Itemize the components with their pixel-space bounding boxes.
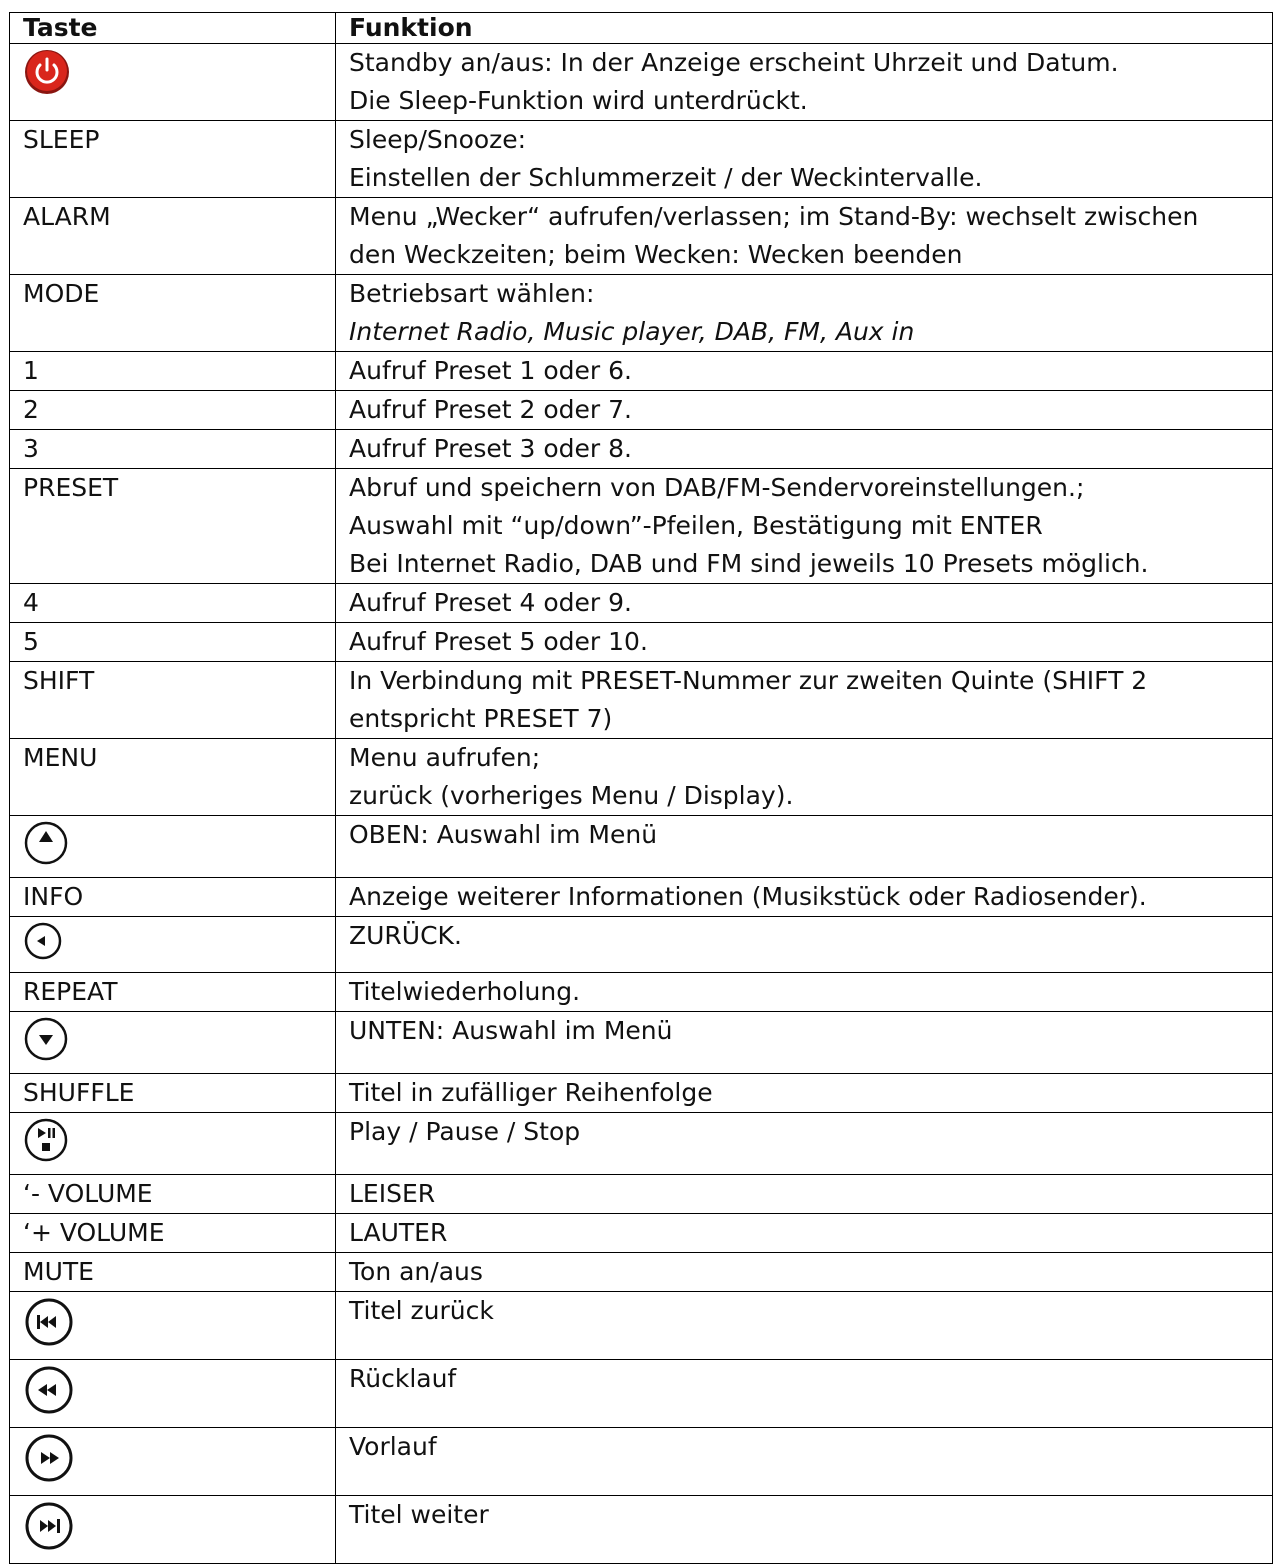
- function-cell: OBEN: Auswahl im Menü: [336, 816, 1273, 878]
- function-line: Abruf und speichern von DAB/FM-Sendervoreinstellungen.;: [349, 473, 1085, 502]
- play-pause-stop-icon: [23, 1117, 69, 1163]
- key-cell: 2: [10, 391, 336, 430]
- function-cell: LAUTER: [336, 1214, 1273, 1253]
- header-row: [10, 13, 1273, 44]
- table-row: [10, 1496, 1273, 1564]
- key-cell: [10, 1496, 336, 1564]
- table-row: [10, 430, 1273, 469]
- up-arrow-icon: [23, 820, 69, 866]
- function-cell: ZURÜCK.: [336, 917, 1273, 973]
- function-cell: Titel zurück: [336, 1292, 1273, 1360]
- function-cell: [336, 44, 1273, 121]
- table-row: [10, 662, 1273, 739]
- function-line: Sleep/Snooze:: [349, 125, 527, 154]
- key-cell: REPEAT: [10, 973, 336, 1012]
- key-cell: SHUFFLE: [10, 1074, 336, 1113]
- table-row: [10, 198, 1273, 275]
- function-cell: [336, 121, 1273, 198]
- function-cell: Aufruf Preset 2 oder 7.: [336, 391, 1273, 430]
- key-cell: 1: [10, 352, 336, 391]
- table-row: [10, 275, 1273, 352]
- table-row: [10, 1175, 1273, 1214]
- key-cell: [10, 917, 336, 973]
- left-arrow-icon: [23, 921, 63, 961]
- function-cell: Aufruf Preset 1 oder 6.: [336, 352, 1273, 391]
- key-cell: MENU: [10, 739, 336, 816]
- table-row: [10, 44, 1273, 121]
- function-line: Betriebsart wählen:: [349, 279, 595, 308]
- table-row: [10, 816, 1273, 878]
- rewind-icon: [23, 1364, 75, 1416]
- table-row: [10, 973, 1273, 1012]
- key-cell: INFO: [10, 878, 336, 917]
- table-row: [10, 1428, 1273, 1496]
- function-cell: Anzeige weiterer Informationen (Musikstück oder Radiosender).: [336, 878, 1273, 917]
- key-cell: [10, 44, 336, 121]
- table-row: [10, 1253, 1273, 1292]
- fast-forward-icon: [23, 1432, 75, 1484]
- key-cell: 4: [10, 584, 336, 623]
- function-line: Einstellen der Schlummerzeit / der Weckintervalle.: [349, 163, 983, 192]
- next-track-icon: [23, 1500, 75, 1552]
- key-cell: MODE: [10, 275, 336, 352]
- function-line: Internet Radio, Music player, DAB, FM, Aux in: [349, 317, 915, 346]
- key-cell: PRESET: [10, 469, 336, 584]
- power-icon: [23, 48, 71, 96]
- key-cell: ‘- VOLUME: [10, 1175, 336, 1214]
- function-line: Menu aufrufen;: [349, 743, 541, 772]
- table-row: [10, 469, 1273, 584]
- table-row: [10, 584, 1273, 623]
- function-line: In Verbindung mit PRESET-Nummer zur zweiten Quinte (SHIFT 2: [349, 666, 1148, 695]
- table-row: [10, 878, 1273, 917]
- table-row: [10, 739, 1273, 816]
- function-line: Standby an/aus: In der Anzeige erscheint Uhrzeit und Datum.: [349, 48, 1119, 77]
- table-row: [10, 391, 1273, 430]
- table-row: [10, 1360, 1273, 1428]
- column-header-key: Taste: [10, 13, 336, 44]
- remote-keys-table: [9, 12, 1273, 1564]
- function-cell: Titel in zufälliger Reihenfolge: [336, 1074, 1273, 1113]
- key-cell: SLEEP: [10, 121, 336, 198]
- key-cell: MUTE: [10, 1253, 336, 1292]
- previous-track-icon: [23, 1296, 75, 1348]
- function-cell: [336, 662, 1273, 739]
- key-cell: [10, 1292, 336, 1360]
- function-cell: Titel weiter: [336, 1496, 1273, 1564]
- key-cell: SHIFT: [10, 662, 336, 739]
- key-cell: [10, 816, 336, 878]
- function-cell: Aufruf Preset 5 oder 10.: [336, 623, 1273, 662]
- function-cell: Rücklauf: [336, 1360, 1273, 1428]
- key-cell: 5: [10, 623, 336, 662]
- table-row: [10, 1074, 1273, 1113]
- table-row: [10, 1292, 1273, 1360]
- function-cell: Aufruf Preset 3 oder 8.: [336, 430, 1273, 469]
- key-cell: [10, 1428, 336, 1496]
- function-cell: [336, 739, 1273, 816]
- key-cell: [10, 1113, 336, 1175]
- table-row: [10, 1214, 1273, 1253]
- table-row: [10, 917, 1273, 973]
- function-cell: Aufruf Preset 4 oder 9.: [336, 584, 1273, 623]
- table-row: [10, 1113, 1273, 1175]
- function-line: entspricht PRESET 7): [349, 704, 613, 733]
- table-row: [10, 352, 1273, 391]
- key-cell: ALARM: [10, 198, 336, 275]
- function-line: Auswahl mit “up/down”-Pfeilen, Bestätigung mit ENTER: [349, 511, 1043, 540]
- table-row: [10, 121, 1273, 198]
- function-cell: LEISER: [336, 1175, 1273, 1214]
- function-cell: [336, 198, 1273, 275]
- function-line: zurück (vorheriges Menu / Display).: [349, 781, 794, 810]
- function-cell: [336, 275, 1273, 352]
- down-arrow-icon: [23, 1016, 69, 1062]
- key-cell: 3: [10, 430, 336, 469]
- function-cell: Play / Pause / Stop: [336, 1113, 1273, 1175]
- table-row: [10, 623, 1273, 662]
- function-cell: UNTEN: Auswahl im Menü: [336, 1012, 1273, 1074]
- table-row: [10, 1012, 1273, 1074]
- function-line: Bei Internet Radio, DAB und FM sind jeweils 10 Presets möglich.: [349, 549, 1149, 578]
- column-header-function: Funktion: [336, 13, 1273, 44]
- function-cell: Titelwiederholung.: [336, 973, 1273, 1012]
- function-cell: Vorlauf: [336, 1428, 1273, 1496]
- function-line: den Weckzeiten; beim Wecken: Wecken beenden: [349, 240, 963, 269]
- key-cell: ‘+ VOLUME: [10, 1214, 336, 1253]
- key-cell: [10, 1360, 336, 1428]
- function-line: Menu „Wecker“ aufrufen/verlassen; im Stand-By: wechselt zwischen: [349, 202, 1199, 231]
- function-line: Die Sleep-Funktion wird unterdrückt.: [349, 86, 808, 115]
- function-cell: Ton an/aus: [336, 1253, 1273, 1292]
- key-cell: [10, 1012, 336, 1074]
- function-cell: [336, 469, 1273, 584]
